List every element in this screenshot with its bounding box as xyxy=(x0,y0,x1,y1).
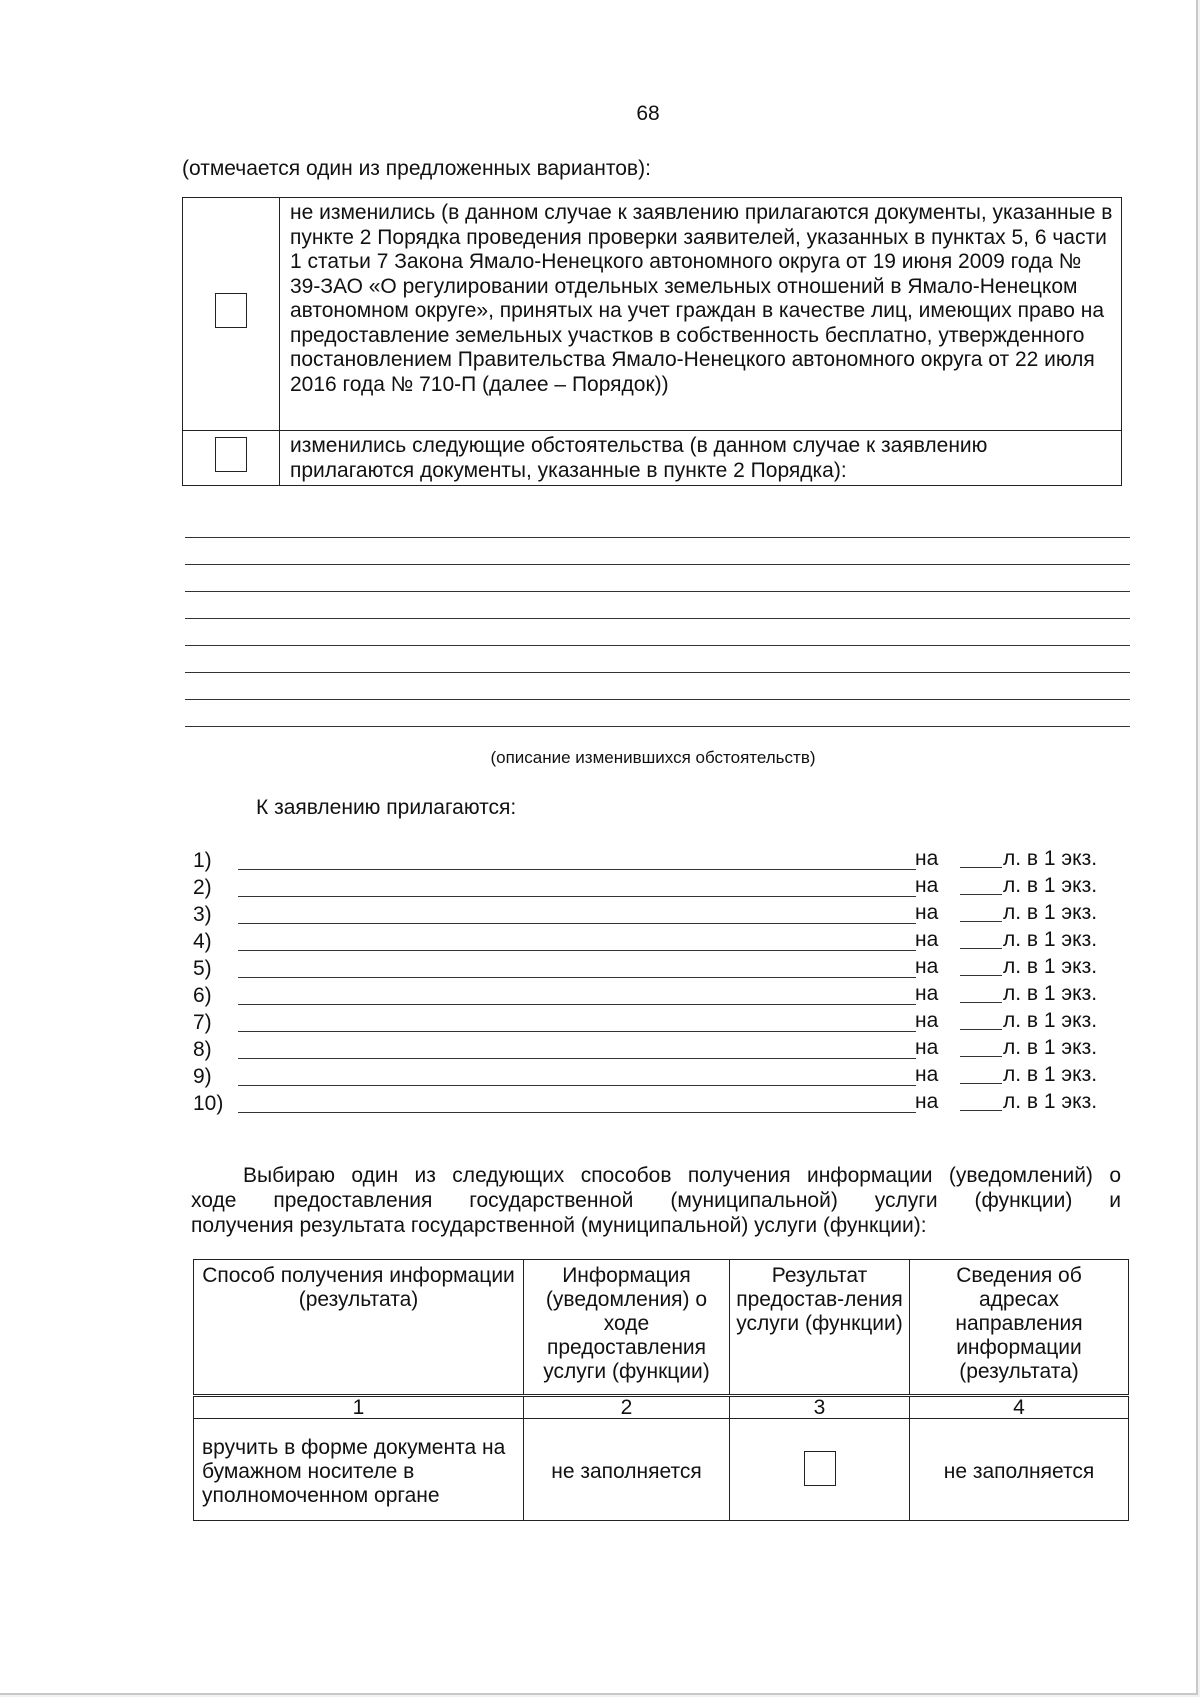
attachment-copies-label: л. в 1 экз. xyxy=(1003,874,1098,897)
method-paragraph xyxy=(191,1163,1121,1238)
column-number: 2 xyxy=(524,1396,730,1419)
method-header-cell: Информация (уведомления) о ходе предоставления услуги (функции) xyxy=(524,1260,730,1396)
attachment-row xyxy=(193,1009,1115,1035)
option-row-unchanged xyxy=(183,198,1122,431)
attachment-na-label: на xyxy=(915,982,939,1005)
attachment-sheets-line[interactable] xyxy=(960,921,1002,922)
option-changed-checkbox[interactable] xyxy=(215,437,247,472)
options-intro: (отмечается один из предложенных вариантов): xyxy=(182,157,651,180)
method-table xyxy=(193,1259,1129,1521)
attachment-name-line[interactable] xyxy=(238,950,916,951)
attachment-na-label: на xyxy=(915,1090,939,1113)
attachment-sheets-line[interactable] xyxy=(960,1110,1002,1111)
option-checkbox-cell xyxy=(183,198,280,431)
attachment-number: 6) xyxy=(193,984,212,1007)
description-line[interactable] xyxy=(185,618,1130,619)
attachment-copies-label: л. в 1 экз. xyxy=(1003,901,1098,924)
attachment-sheets-line[interactable] xyxy=(960,1083,1002,1084)
attachment-row xyxy=(193,955,1115,981)
attachment-number: 10) xyxy=(193,1092,224,1115)
attachment-sheets-line[interactable] xyxy=(960,867,1002,868)
attachment-sheets-line[interactable] xyxy=(960,894,1002,895)
attachment-sheets-line[interactable] xyxy=(960,948,1002,949)
method-table-header-row xyxy=(194,1260,1129,1396)
attachment-sheets-line[interactable] xyxy=(960,1029,1002,1030)
attachment-copies-label: л. в 1 экз. xyxy=(1003,982,1098,1005)
attachment-na-label: на xyxy=(915,1063,939,1086)
option-unchanged-text: не изменились (в данном случае к заявлению прилагаются документы, указанные в пункте 2 Порядка проведения проверки заявителей, указанных в пунктах 5, 6 части 1 статьи 7 Закона Ямало-Ненецкого автономного округа от 19 июня 2009 года № 39-ЗАО «О регулировании отдельных земельных отношений в Ямало-Ненецком автономном округе», принятых на учет граждан в качестве лиц, имеющих право на предоставление земельных участков в собственность бесплатно, утвержденного постановлением Правительства Ямало-Ненецкого автономного округа от 22 июля 2016 года № 710-П (далее – Порядок)) xyxy=(280,198,1122,431)
column-number: 1 xyxy=(194,1396,524,1419)
description-line[interactable] xyxy=(185,564,1130,565)
attachment-copies-label: л. в 1 экз. xyxy=(1003,847,1098,870)
attachment-copies-label: л. в 1 экз. xyxy=(1003,955,1098,978)
address-cell: не заполняется xyxy=(910,1419,1129,1521)
attachment-row xyxy=(193,874,1115,900)
column-number: 3 xyxy=(730,1396,910,1419)
option-checkbox-cell xyxy=(183,431,280,486)
description-line[interactable] xyxy=(185,645,1130,646)
attachment-sheets-line[interactable] xyxy=(960,975,1002,976)
attachment-name-line[interactable] xyxy=(238,869,916,870)
attachment-name-line[interactable] xyxy=(238,1031,916,1032)
attachment-number: 7) xyxy=(193,1011,212,1034)
attachment-copies-label: л. в 1 экз. xyxy=(1003,928,1098,951)
option-changed-text: изменились следующие обстоятельства (в данном случае к заявлению прилагаются документы, указанные в пункте 2 Порядка): xyxy=(280,431,1122,486)
result-checkbox[interactable] xyxy=(804,1451,836,1486)
description-line[interactable] xyxy=(185,591,1130,592)
description-line[interactable] xyxy=(185,699,1130,700)
attachment-number: 2) xyxy=(193,876,212,899)
options-table xyxy=(182,197,1122,486)
attachment-number: 4) xyxy=(193,930,212,953)
method-header-cell: Способ получения информации (результата) xyxy=(194,1260,524,1396)
attachment-number: 9) xyxy=(193,1065,212,1088)
option-unchanged-checkbox[interactable] xyxy=(215,293,247,328)
page-number: 68 xyxy=(636,102,660,125)
option-row-changed xyxy=(183,431,1122,486)
attachment-copies-label: л. в 1 экз. xyxy=(1003,1009,1098,1032)
description-line[interactable] xyxy=(185,537,1130,538)
attachment-na-label: на xyxy=(915,928,939,951)
attachment-name-line[interactable] xyxy=(238,896,916,897)
attachment-name-line[interactable] xyxy=(238,923,916,924)
info-cell: не заполняется xyxy=(524,1419,730,1521)
attachment-row xyxy=(193,982,1115,1008)
result-checkbox-cell xyxy=(730,1419,910,1521)
attachment-name-line[interactable] xyxy=(238,977,916,978)
description-caption: (описание изменившихся обстоятельств) xyxy=(490,748,816,767)
method-table-row xyxy=(194,1419,1129,1521)
attachment-name-line[interactable] xyxy=(238,1058,916,1059)
method-paragraph-line: ходе предоставления государственной (муниципальной) услуги (функции) и xyxy=(191,1189,1121,1212)
attachment-name-line[interactable] xyxy=(238,1112,916,1113)
attachment-row xyxy=(193,901,1115,927)
attachment-na-label: на xyxy=(915,955,939,978)
method-header-cell: Результат предостав-ления услуги (функции) xyxy=(730,1260,910,1396)
attachment-number: 3) xyxy=(193,903,212,926)
attachment-name-line[interactable] xyxy=(238,1085,916,1086)
attachment-sheets-line[interactable] xyxy=(960,1002,1002,1003)
attachment-na-label: на xyxy=(915,847,939,870)
attachment-row xyxy=(193,1090,1115,1116)
attachment-number: 1) xyxy=(193,849,212,872)
method-cell: вручить в форме документа на бумажном носителе в уполномоченном органе xyxy=(194,1419,524,1521)
attachment-na-label: на xyxy=(915,1036,939,1059)
attachment-na-label: на xyxy=(915,1009,939,1032)
method-paragraph-line: получения результата государственной (муниципальной) услуги (функции): xyxy=(191,1214,927,1237)
attachment-copies-label: л. в 1 экз. xyxy=(1003,1063,1098,1086)
method-paragraph-line: Выбираю один из следующих способов получения информации (уведомлений) о xyxy=(243,1164,1121,1187)
description-line[interactable] xyxy=(185,726,1130,727)
method-header-cell: Сведения об адресах направления информации (результата) xyxy=(910,1260,1129,1396)
attachment-row xyxy=(193,847,1115,873)
attachment-number: 5) xyxy=(193,957,212,980)
attachments-title: К заявлению прилагаются: xyxy=(256,796,517,819)
attachment-name-line[interactable] xyxy=(238,1004,916,1005)
column-number: 4 xyxy=(910,1396,1129,1419)
attachment-copies-label: л. в 1 экз. xyxy=(1003,1090,1098,1113)
attachment-row xyxy=(193,1063,1115,1089)
attachment-copies-label: л. в 1 экз. xyxy=(1003,1036,1098,1059)
attachment-na-label: на xyxy=(915,901,939,924)
method-table-number-row xyxy=(194,1396,1129,1419)
description-line[interactable] xyxy=(185,672,1130,673)
attachment-na-label: на xyxy=(915,874,939,897)
attachment-number: 8) xyxy=(193,1038,212,1061)
attachment-sheets-line[interactable] xyxy=(960,1056,1002,1057)
attachment-row xyxy=(193,928,1115,954)
attachment-row xyxy=(193,1036,1115,1062)
